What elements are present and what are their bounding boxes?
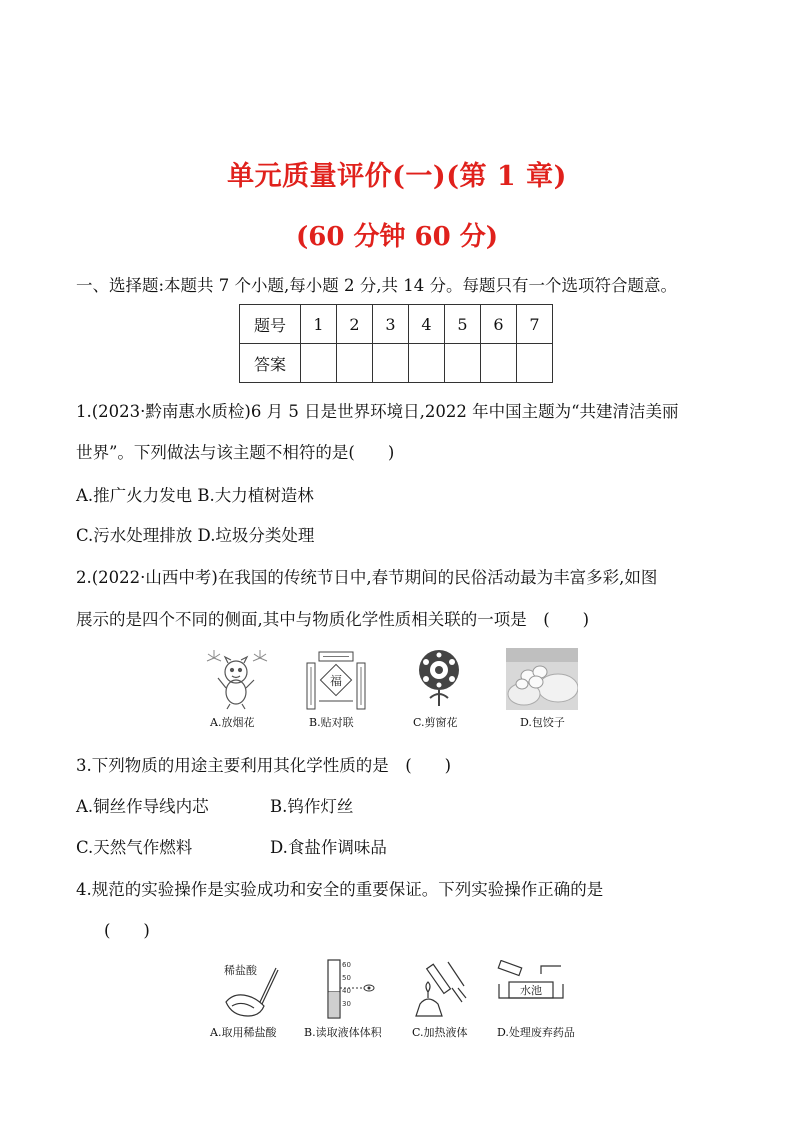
q4-figure-d-caption: D.处理废弃药品 — [497, 1026, 575, 1039]
section-heading: 一、选择题:本题共 7 个小题,每小题 2 分,共 14 分。每题只有一个选项符合题意。 — [76, 276, 678, 295]
answer-cell[interactable] — [409, 344, 445, 383]
answer-cell[interactable] — [481, 344, 517, 383]
question-number-cell: 3 — [373, 305, 409, 344]
q4-stem-line2: ( ) — [104, 921, 150, 940]
q1-stem-line2: 世界”。下列做法与该主题不相符的是( ) — [76, 443, 395, 462]
question-number-cell: 6 — [481, 305, 517, 344]
acid-label: 稀盐酸 — [224, 964, 257, 977]
q1-option-b[interactable]: B.大力植树造林 — [197, 486, 314, 505]
paper-cut-figure — [410, 646, 468, 708]
scale-label: 30 — [342, 1000, 351, 1008]
q2-figure-a-caption: A.放烟花 — [210, 716, 255, 729]
q3-option-a[interactable]: A.铜丝作导线内芯 — [76, 797, 209, 816]
heating-liquid-figure — [408, 958, 474, 1020]
fireworks-tiger-figure — [206, 648, 268, 710]
answer-table — [239, 304, 553, 383]
q2-figure-d-caption: D.包饺子 — [520, 716, 565, 729]
table-header-cell: 答案 — [240, 344, 301, 383]
measuring-cylinder-figure — [318, 958, 378, 1020]
scale-label: 50 — [342, 974, 351, 982]
q1-option-c[interactable]: C.污水处理排放 — [76, 526, 193, 545]
q3-option-c[interactable]: C.天然气作燃料 — [76, 838, 193, 857]
table-row — [240, 305, 553, 344]
q1-option-a[interactable]: A.推广火力发电 — [76, 486, 193, 505]
q2-figure-b-caption: B.贴对联 — [309, 716, 354, 729]
dumplings-figure — [506, 648, 578, 710]
q3-stem: 3.下列物质的用途主要利用其化学性质的是 ( ) — [76, 756, 452, 775]
q3-options-row1 — [76, 793, 353, 817]
waste-disposal-figure — [495, 960, 569, 1020]
dropper-acid-figure — [220, 962, 286, 1020]
q2-stem-line2: 展示的是四个不同的侧面,其中与物质化学性质相关联的一项是 ( ) — [76, 610, 590, 629]
answer-cell[interactable] — [373, 344, 409, 383]
q1-options-row1 — [76, 482, 314, 506]
question-number-cell: 1 — [301, 305, 337, 344]
q1-options-row2 — [76, 522, 314, 546]
q3-options-row2 — [76, 834, 387, 858]
q4-figure-b-caption: B.读取液体体积 — [304, 1026, 382, 1039]
question-number-cell: 4 — [409, 305, 445, 344]
question-number-cell: 7 — [517, 305, 553, 344]
q4-figure-c-caption: C.加热液体 — [412, 1026, 468, 1039]
q4-stem-line1: 4.规范的实验操作是实验成功和安全的重要保证。下列实验操作正确的是 — [76, 880, 604, 899]
q1-option-d[interactable]: D.垃圾分类处理 — [197, 526, 315, 545]
answer-cell[interactable] — [337, 344, 373, 383]
q3-option-b[interactable]: B.钨作灯丝 — [270, 797, 354, 816]
table-row — [240, 344, 553, 383]
table-header-cell: 题号 — [240, 305, 301, 344]
sink-label: 水池 — [520, 984, 542, 997]
question-number-cell: 2 — [337, 305, 373, 344]
q3-option-d[interactable]: D.食盐作调味品 — [270, 838, 387, 857]
fu-character: 福 — [329, 674, 343, 688]
q4-figure-a-caption: A.取用稀盐酸 — [210, 1026, 277, 1039]
scale-label: 40 — [342, 987, 351, 995]
couplets-figure — [305, 651, 367, 711]
q2-figure-c-caption: C.剪窗花 — [413, 716, 458, 729]
answer-cell[interactable] — [301, 344, 337, 383]
question-number-cell: 5 — [445, 305, 481, 344]
scale-label: 60 — [342, 961, 351, 969]
q2-stem-line1: 2.(2022·山西中考)在我国的传统节日中,春节期间的民俗活动最为丰富多彩,如图 — [76, 568, 658, 587]
q1-stem-line1: 1.(2023·黔南惠水质检)6 月 5 日是世界环境日,2022 年中国主题为“共建清洁美丽 — [76, 402, 679, 421]
answer-cell[interactable] — [517, 344, 553, 383]
page-subtitle: (60 分钟 60 分) — [295, 222, 499, 252]
page-title: 单元质量评价(一)(第 1 章) — [227, 161, 567, 192]
answer-cell[interactable] — [445, 344, 481, 383]
